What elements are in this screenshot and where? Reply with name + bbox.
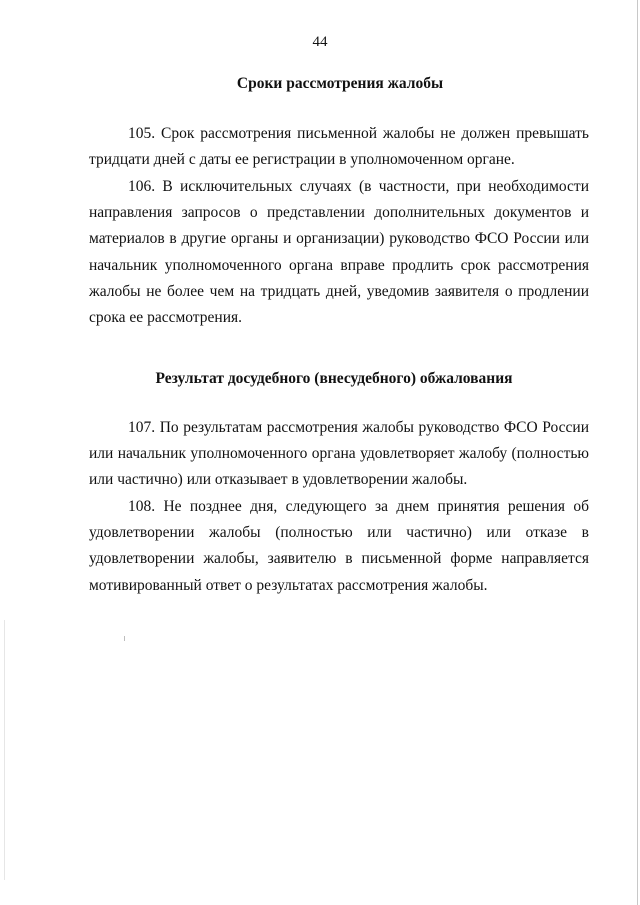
scan-edge-left <box>4 620 5 880</box>
scan-edge-right <box>637 0 638 905</box>
paragraph-106: 106. В исключительных случаях (в частности, при необходимости направления запросов о представлении дополнительных документов и материалов в другие органы и организации) руководство ФСО России или начальник уполномоченного органа вправе продлить срок рассмотрения жалобы не более чем на тридцать дней, уведомив заявителя о продлении срока ее рассмотрения. <box>89 178 589 327</box>
paragraph-107: 107. По результатам рассмотрения жалобы руководство ФСО России или начальник уполномоченного органа удовлетворяет жалобу (полностью или частично) или отказывает в удовлетворении жалобы. <box>89 419 589 489</box>
scan-speck <box>124 636 125 641</box>
page-number: 44 <box>312 34 328 50</box>
paragraph-108: 108. Не позднее дня, следующего за днем принятия решения об удовлетворении жалобы (полностью или частично) или отказе в удовлетворении жалобы, заявителю в письменной форме направляется мотивированный ответ о результатах рассмотрения жалобы. <box>89 498 589 594</box>
paragraph-105: 105. Срок рассмотрения письменной жалобы не должен превышать тридцати дней с даты ее регистрации в уполномоченном органе. <box>89 125 589 169</box>
section-heading-review-period: Сроки рассмотрения жалобы <box>236 75 444 92</box>
section-heading-appeal-result: Результат досудебного (внесудебного) обжалования <box>155 370 513 387</box>
